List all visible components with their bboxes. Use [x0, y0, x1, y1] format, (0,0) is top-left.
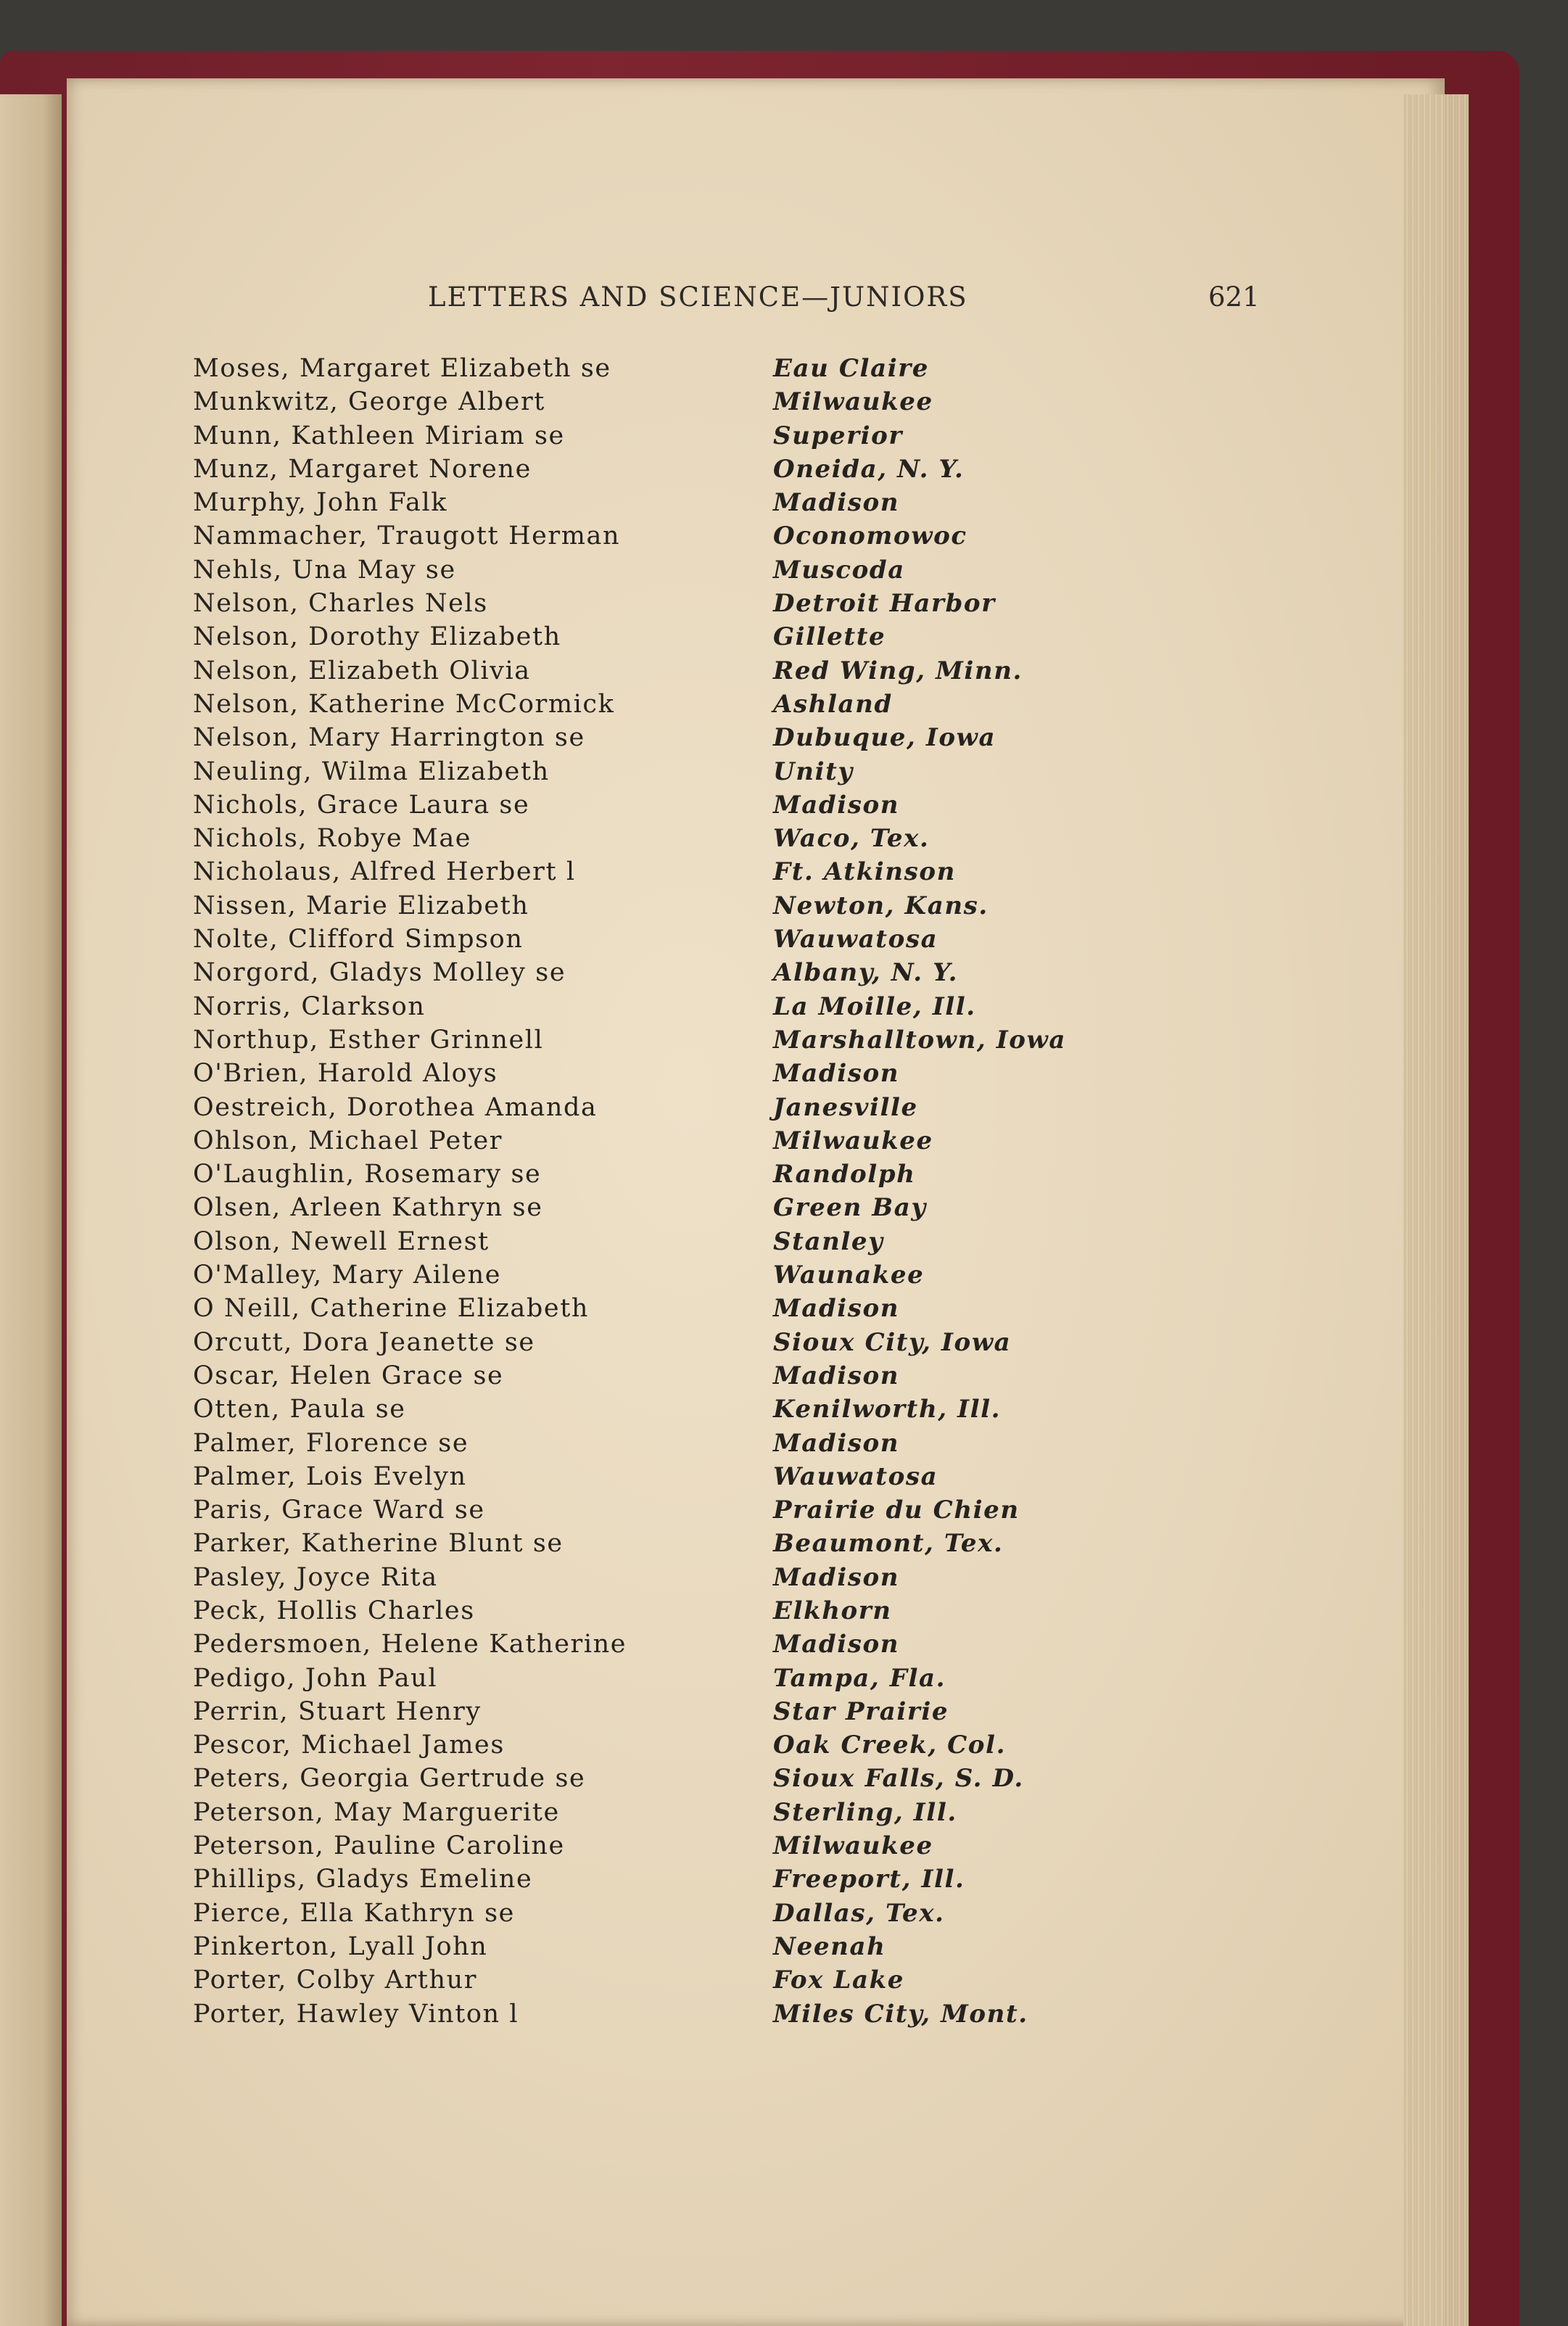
- hometown: Madison: [773, 488, 900, 518]
- hometown: Waco, Tex.: [773, 824, 930, 854]
- hometown: Albany, N. Y.: [773, 958, 959, 988]
- list-item: [0, 824, 1568, 857]
- list-item: [0, 1294, 1568, 1327]
- hometown: Stanley: [773, 1226, 884, 1256]
- hometown: Neenah: [773, 1931, 886, 1961]
- hometown: Janesville: [773, 1092, 918, 1122]
- list-item: [0, 1596, 1568, 1630]
- list-item: [0, 1664, 1568, 1697]
- student-name: Orcutt, Dora Jeanette se: [193, 1327, 535, 1357]
- hometown: Ft. Atkinson: [773, 857, 956, 887]
- hometown: Green Bay: [773, 1193, 927, 1223]
- list-item: [0, 1026, 1568, 1059]
- student-name: Parker, Katherine Blunt se: [193, 1529, 564, 1559]
- student-name: Northup, Esther Grinnell: [193, 1025, 544, 1055]
- hometown: Elkhorn: [773, 1596, 892, 1625]
- student-name: Pedersmoen, Helene Katherine: [193, 1630, 627, 1659]
- hometown: Red Wing, Minn.: [773, 656, 1023, 685]
- hometown: Star Prairie: [773, 1696, 949, 1726]
- hometown: Madison: [773, 790, 900, 820]
- student-name: Palmer, Florence se: [193, 1428, 469, 1458]
- student-name: Nichols, Robye Mae: [193, 824, 472, 854]
- student-list: [0, 354, 1568, 2033]
- list-item: [0, 656, 1568, 690]
- list-item: [0, 1899, 1568, 1932]
- hometown: Wauwatosa: [773, 1461, 938, 1491]
- student-name: O'Laughlin, Rosemary se: [193, 1160, 542, 1189]
- page-header: [0, 281, 1568, 313]
- hometown: Milwaukee: [773, 1126, 933, 1155]
- list-item: [0, 757, 1568, 791]
- hometown: Madison: [773, 1630, 900, 1659]
- list-item: [0, 622, 1568, 656]
- list-item: [0, 1093, 1568, 1126]
- list-item: [0, 1731, 1568, 1764]
- student-name: Peterson, May Marguerite: [193, 1797, 560, 1827]
- hometown: Madison: [773, 1294, 900, 1324]
- student-name: Nehls, Una May se: [193, 555, 456, 585]
- student-name: O'Malley, Mary Ailene: [193, 1261, 502, 1290]
- hometown: Dubuque, Iowa: [773, 723, 996, 753]
- student-name: Oscar, Helen Grace se: [193, 1361, 504, 1390]
- hometown: Sterling, Ill.: [773, 1797, 957, 1827]
- student-name: O'Brien, Harold Aloys: [193, 1059, 498, 1089]
- list-item: [0, 1563, 1568, 1596]
- list-item: [0, 857, 1568, 891]
- list-item: [0, 556, 1568, 589]
- list-item: [0, 455, 1568, 488]
- list-item: [0, 1261, 1568, 1294]
- hometown: Milwaukee: [773, 1831, 933, 1861]
- student-name: Nelson, Mary Harrington se: [193, 723, 585, 753]
- student-name: Munz, Margaret Norene: [193, 454, 532, 484]
- list-item: [0, 791, 1568, 824]
- list-item: [0, 1227, 1568, 1261]
- hometown: Marshalltown, Iowa: [773, 1025, 1067, 1055]
- list-item: [0, 387, 1568, 421]
- hometown: Gillette: [773, 622, 886, 652]
- list-item: [0, 1429, 1568, 1462]
- hometown: Milwaukee: [773, 387, 933, 417]
- student-name: Palmer, Lois Evelyn: [193, 1461, 467, 1491]
- student-name: Paris, Grace Ward se: [193, 1496, 485, 1525]
- student-name: Porter, Hawley Vinton l: [193, 1999, 519, 2029]
- list-item: [0, 1697, 1568, 1731]
- hometown: Kenilworth, Ill.: [773, 1395, 1002, 1424]
- student-name: Nissen, Marie Elizabeth: [193, 891, 529, 920]
- hometown: Sioux Falls, S. D.: [773, 1764, 1024, 1794]
- list-item: [0, 1865, 1568, 1898]
- list-item: [0, 958, 1568, 991]
- list-item: [0, 1529, 1568, 1562]
- list-item: [0, 354, 1568, 387]
- list-item: [0, 723, 1568, 756]
- student-name: Munn, Kathleen Miriam se: [193, 421, 565, 450]
- hometown: Madison: [773, 1059, 900, 1089]
- student-name: Neuling, Wilma Elizabeth: [193, 756, 550, 786]
- hometown: Detroit Harbor: [773, 589, 996, 619]
- page-number: 621: [1208, 281, 1260, 313]
- list-item: [0, 1630, 1568, 1663]
- list-item: [0, 1395, 1568, 1428]
- list-item: [0, 2000, 1568, 2033]
- student-name: Pinkerton, Lyall John: [193, 1931, 488, 1961]
- running-head: LETTERS AND SCIENCE—JUNIORS: [428, 281, 968, 313]
- hometown: Waunakee: [773, 1261, 925, 1290]
- student-name: Peters, Georgia Gertrude se: [193, 1764, 586, 1794]
- list-item: [0, 421, 1568, 455]
- student-name: Pierce, Ella Kathryn se: [193, 1898, 515, 1928]
- list-item: [0, 1966, 1568, 1999]
- student-name: Otten, Paula se: [193, 1395, 406, 1424]
- list-item: [0, 521, 1568, 555]
- hometown: Oconomowoc: [773, 521, 967, 551]
- hometown: Beaumont, Tex.: [773, 1529, 1004, 1559]
- hometown: Wauwatosa: [773, 925, 938, 954]
- student-name: Moses, Margaret Elizabeth se: [193, 354, 611, 383]
- list-item: [0, 690, 1568, 723]
- student-name: Perrin, Stuart Henry: [193, 1696, 482, 1726]
- hometown: Eau Claire: [773, 354, 929, 383]
- hometown: Muscoda: [773, 555, 905, 585]
- hometown: Madison: [773, 1361, 900, 1390]
- list-item: [0, 992, 1568, 1026]
- list-item: [0, 891, 1568, 925]
- student-name: Nicholaus, Alfred Herbert l: [193, 857, 576, 887]
- student-name: Peck, Hollis Charles: [193, 1596, 475, 1625]
- student-name: Nelson, Dorothy Elizabeth: [193, 622, 561, 652]
- hometown: Miles City, Mont.: [773, 1999, 1028, 2029]
- student-name: Nelson, Katherine McCormick: [193, 689, 615, 719]
- student-name: Nelson, Elizabeth Olivia: [193, 656, 531, 685]
- student-name: Nichols, Grace Laura se: [193, 790, 530, 820]
- hometown: La Moille, Ill.: [773, 991, 976, 1021]
- list-item: [0, 488, 1568, 521]
- student-name: Nammacher, Traugott Herman: [193, 521, 621, 551]
- hometown: Superior: [773, 421, 903, 450]
- hometown: Randolph: [773, 1160, 916, 1189]
- hometown: Oneida, N. Y.: [773, 454, 965, 484]
- student-name: Pedigo, John Paul: [193, 1663, 438, 1693]
- hometown: Madison: [773, 1562, 900, 1592]
- hometown: Freeport, Ill.: [773, 1865, 965, 1894]
- list-item: [0, 1462, 1568, 1496]
- student-name: Norgord, Gladys Molley se: [193, 958, 566, 988]
- hometown: Madison: [773, 1428, 900, 1458]
- student-name: O Neill, Catherine Elizabeth: [193, 1294, 590, 1324]
- hometown: Fox Lake: [773, 1966, 904, 1995]
- list-item: [0, 1496, 1568, 1529]
- student-name: Olson, Newell Ernest: [193, 1226, 490, 1256]
- list-item: [0, 1193, 1568, 1226]
- student-name: Norris, Clarkson: [193, 991, 426, 1021]
- list-item: [0, 589, 1568, 622]
- student-name: Phillips, Gladys Emeline: [193, 1865, 533, 1894]
- hometown: Ashland: [773, 689, 893, 719]
- list-item: [0, 925, 1568, 958]
- list-item: [0, 1328, 1568, 1361]
- hometown: Dallas, Tex.: [773, 1898, 945, 1928]
- hometown: Prairie du Chien: [773, 1496, 1020, 1525]
- list-item: [0, 1160, 1568, 1193]
- hometown: Tampa, Fla.: [773, 1663, 946, 1693]
- list-item: [0, 1764, 1568, 1797]
- hometown: Sioux City, Iowa: [773, 1327, 1012, 1357]
- student-name: Murphy, John Falk: [193, 488, 448, 518]
- list-item: [0, 1831, 1568, 1865]
- list-item: [0, 1361, 1568, 1395]
- student-name: Ohlson, Michael Peter: [193, 1126, 503, 1155]
- list-item: [0, 1798, 1568, 1831]
- hometown: Oak Creek, Col.: [773, 1731, 1007, 1760]
- list-item: [0, 1126, 1568, 1160]
- student-name: Porter, Colby Arthur: [193, 1966, 478, 1995]
- list-item: [0, 1059, 1568, 1092]
- student-name: Nelson, Charles Nels: [193, 589, 488, 619]
- student-name: Peterson, Pauline Caroline: [193, 1831, 565, 1861]
- student-name: Oestreich, Dorothea Amanda: [193, 1092, 598, 1122]
- student-name: Olsen, Arleen Kathryn se: [193, 1193, 543, 1223]
- student-name: Munkwitz, George Albert: [193, 387, 545, 417]
- list-item: [0, 1932, 1568, 1966]
- student-name: Pasley, Joyce Rita: [193, 1562, 438, 1592]
- hometown: Unity: [773, 756, 854, 786]
- student-name: Pescor, Michael James: [193, 1731, 505, 1760]
- student-name: Nolte, Clifford Simpson: [193, 925, 524, 954]
- hometown: Newton, Kans.: [773, 891, 989, 920]
